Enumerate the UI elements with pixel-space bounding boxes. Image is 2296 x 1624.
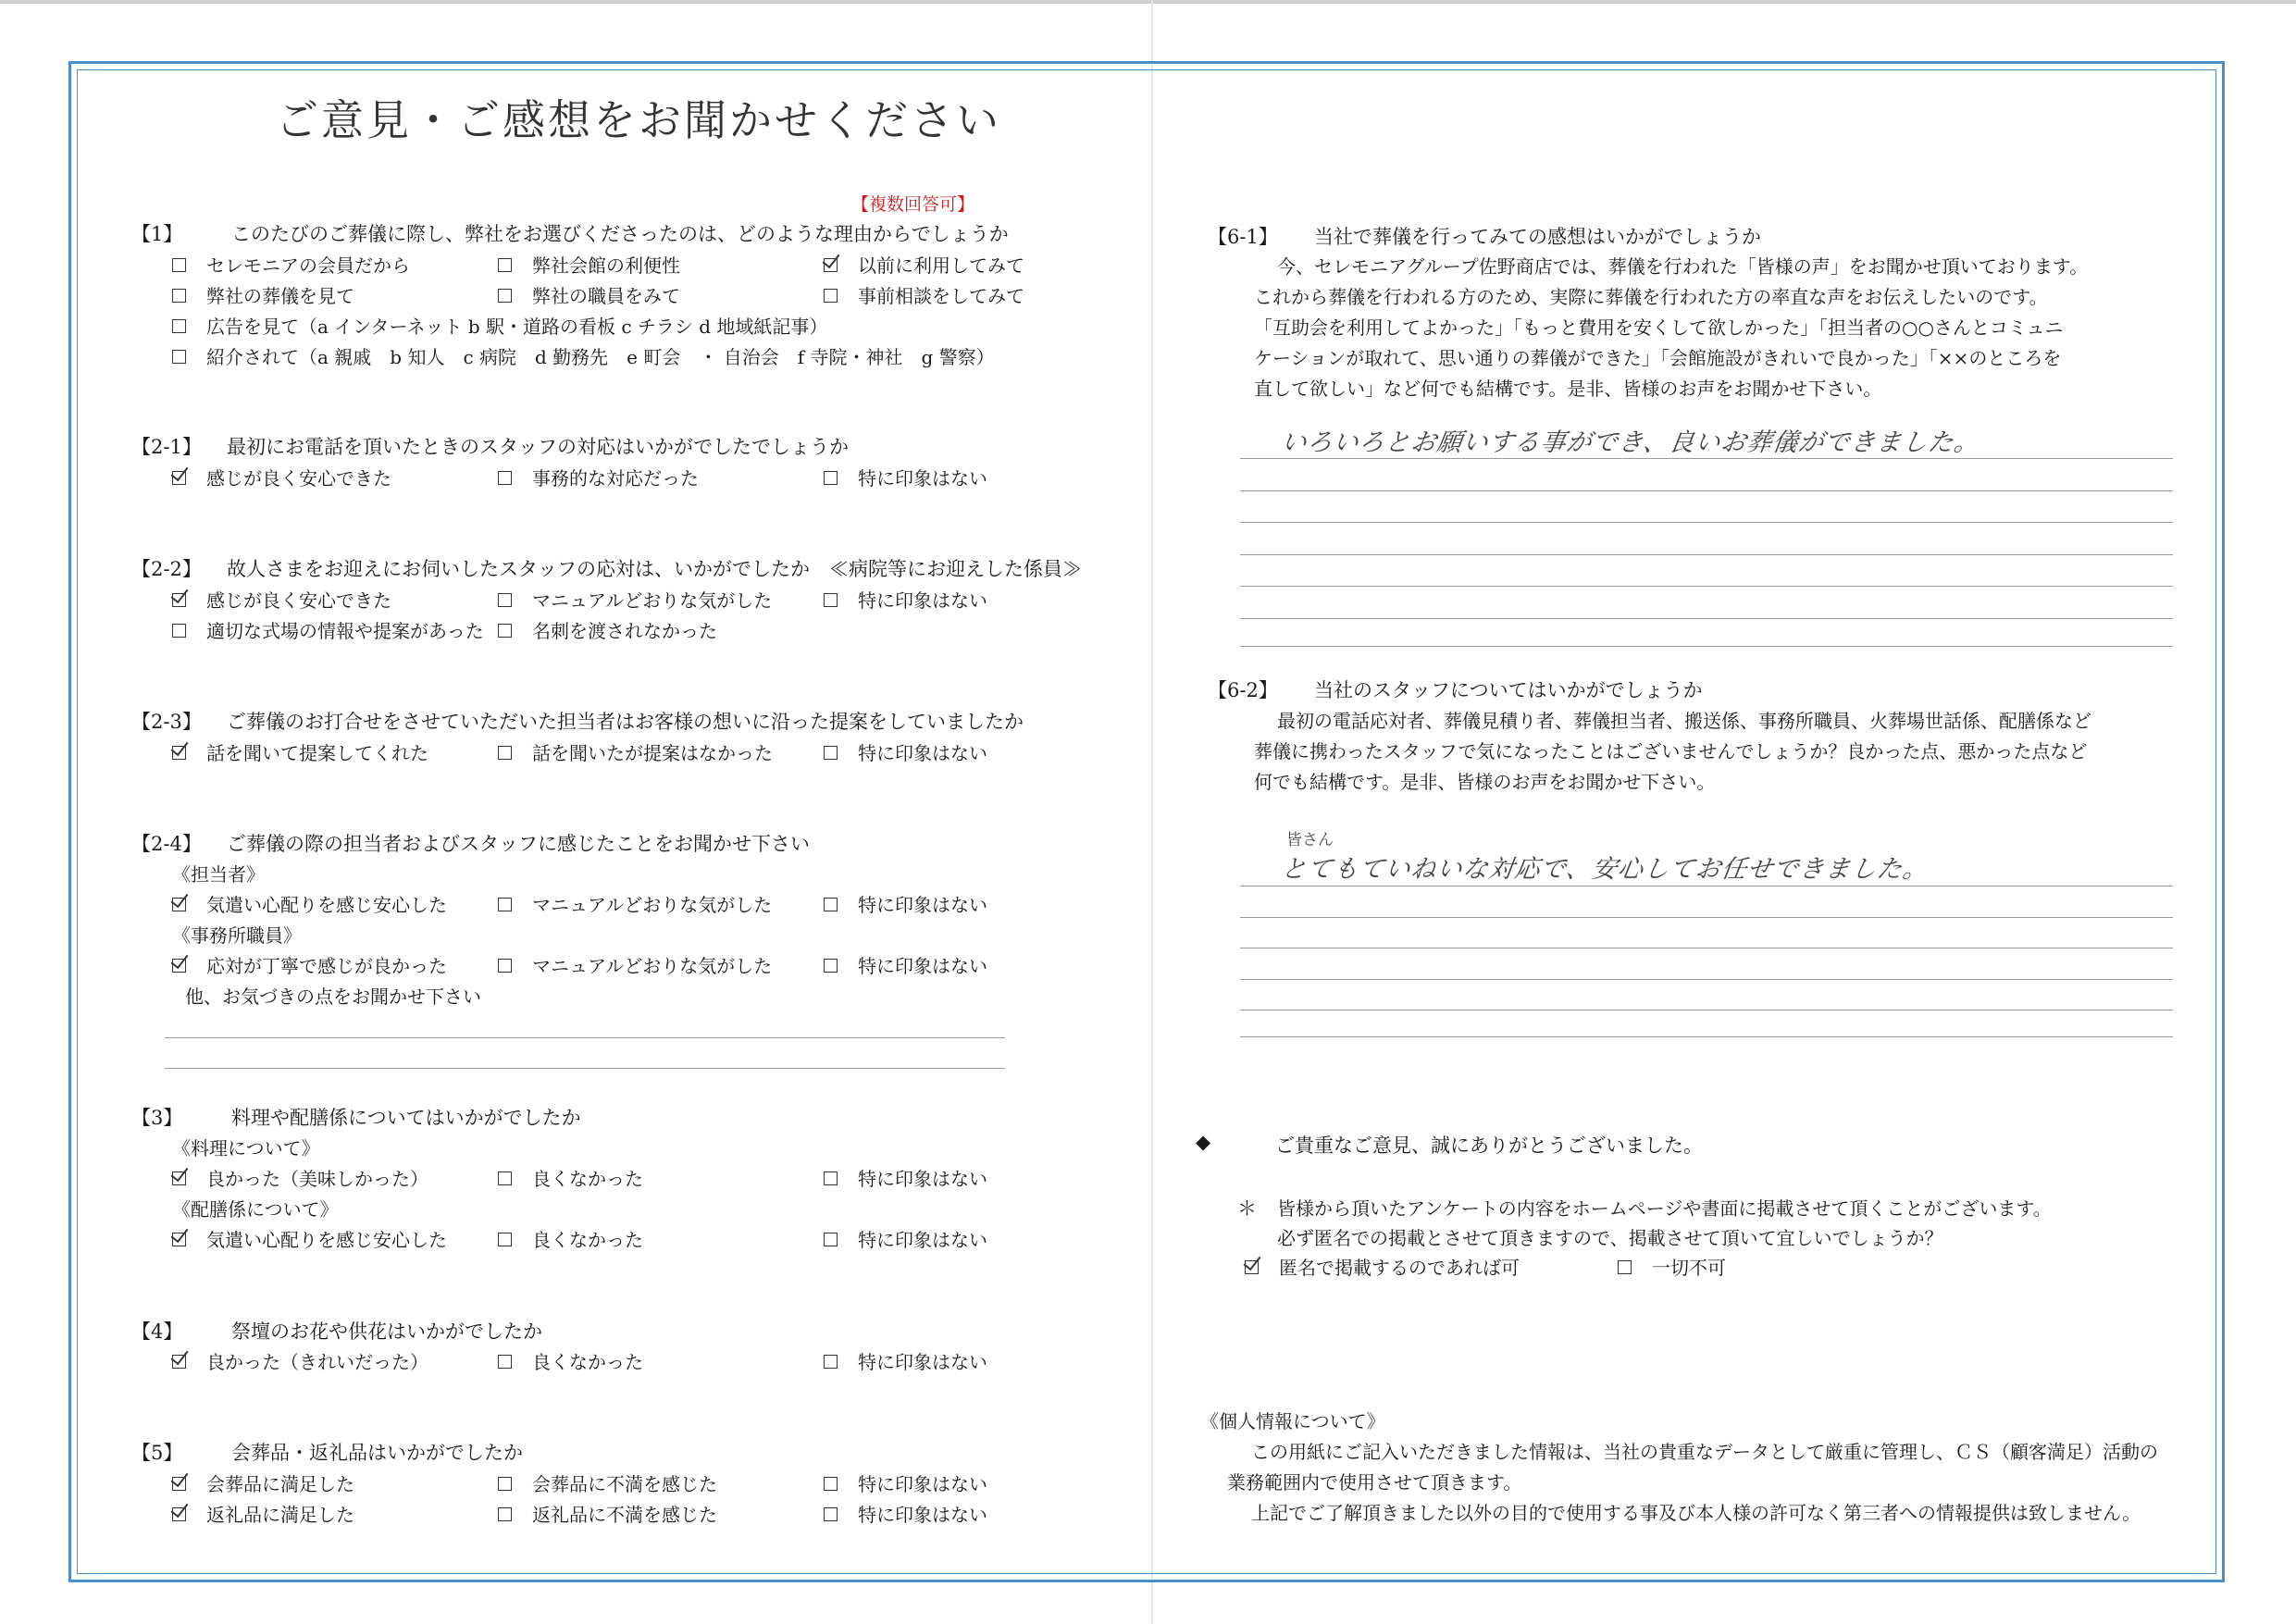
option-label: 特に印象はない: [858, 1229, 987, 1251]
q6-1-question: 当社で葬儀を行ってみての感想はいかがでしょうか: [1314, 226, 1761, 248]
publish-option-anonymous-ok[interactable]: [1245, 1253, 1520, 1280]
q6-1-description-line: これから葬儀を行われる方のため、実際に葬儀を行われた方の率直な声をお伝えしたいのです。: [1254, 286, 2048, 308]
option-label: 良かった（美味しかった）: [206, 1168, 428, 1190]
q2-1-option-3[interactable]: [824, 464, 987, 490]
q6-1-answer-line[interactable]: [1240, 554, 2173, 555]
q2-1-question: 最初にお電話を頂いたときのスタッフの対応はいかがでしたでしょうか: [227, 436, 849, 458]
q2-4-question: ご葬儀の際の担当者およびスタッフに感じたことをお聞かせ下さい: [227, 833, 810, 855]
checkbox[interactable]: [498, 898, 512, 911]
option-label: 良くなかった: [532, 1351, 643, 1373]
q3-question: 料理や配膳係についてはいかがでしたか: [231, 1107, 581, 1129]
multiple-answers-note: 【複数回答可】: [851, 194, 975, 215]
option-label: 気遣い心配りを感じ安心した: [206, 1229, 447, 1251]
q6-1-answer-line[interactable]: [1240, 458, 2173, 459]
q2-2-option-3[interactable]: [824, 586, 987, 613]
q1-option-hall-convenience[interactable]: [498, 251, 680, 278]
q6-1-answer-line[interactable]: [1240, 618, 2173, 619]
checkbox[interactable]: [824, 289, 838, 303]
q2-2-option-5[interactable]: [498, 616, 717, 643]
q5-question: 会葬品・返礼品はいかがでしたか: [231, 1442, 523, 1464]
option-label: 事前相談をしてみて: [858, 285, 1024, 307]
checkbox-checked[interactable]: [172, 1477, 186, 1491]
q2-4-sub-office: 《事務所職員》: [172, 924, 302, 947]
q2-4-staff-option-3[interactable]: [824, 890, 987, 917]
q2-3-option-3[interactable]: [824, 738, 987, 765]
option-label: 匿名で掲載するのであれば可: [1279, 1257, 1520, 1279]
checkbox[interactable]: [824, 1355, 838, 1369]
option-label: 特に印象はない: [858, 589, 987, 612]
option-label: 話を聞いて提案してくれた: [206, 742, 428, 764]
q6-2-question: 当社のスタッフについてはいかがでしょうか: [1314, 679, 1703, 701]
privacy-heading: 《個人情報について》: [1200, 1410, 1385, 1432]
q6-2-answer-line[interactable]: [1240, 979, 2173, 980]
q5-option-2[interactable]: [498, 1469, 717, 1496]
option-label: 特に印象はない: [858, 1473, 987, 1495]
q5-option-3[interactable]: [824, 1469, 987, 1496]
option-label: マニュアルどおりな気がした: [532, 589, 773, 612]
checkbox[interactable]: [824, 1172, 838, 1185]
q2-3-question: ご葬儀のお打合せをさせていただいた担当者はお客様の想いに沿った提案をしていましたか: [227, 711, 1024, 733]
q6-2-description-line: 最初の電話応対者、葬儀見積り者、葬儀担当者、搬送係、事務所職員、火葬場世話係、配膳係など: [1277, 710, 2091, 732]
checkbox[interactable]: [498, 1477, 512, 1491]
q2-2-option-4[interactable]: [172, 616, 484, 643]
q6-2-handwritten-answer: とてもていねいな対応で、安心してお任せできました。: [1279, 855, 1931, 884]
option-label: 弊社の職員をみて: [532, 285, 680, 307]
publish-option-not-allowed[interactable]: [1618, 1253, 1726, 1280]
checkbox[interactable]: [498, 593, 512, 607]
checkbox[interactable]: [172, 258, 186, 272]
q6-2-answer-line[interactable]: [1240, 1036, 2173, 1037]
asterisk-icon: ＊: [1237, 1197, 1257, 1220]
q5-label: 【5】: [131, 1442, 183, 1464]
option-label: 一切不可: [1652, 1257, 1726, 1279]
option-label: 話を聞いたが提案はなかった: [532, 742, 773, 764]
checkbox[interactable]: [498, 624, 512, 638]
q2-1-label: 【2-1】: [131, 436, 202, 458]
checkbox[interactable]: [498, 746, 512, 760]
checkbox[interactable]: [498, 1355, 512, 1369]
option-label: 気遣い心配りを感じ安心した: [206, 894, 447, 916]
checkbox[interactable]: [824, 746, 838, 760]
q2-3-option-1[interactable]: [172, 738, 428, 765]
checkbox-checked[interactable]: [172, 1233, 186, 1246]
checkbox[interactable]: [824, 1233, 838, 1246]
checkbox[interactable]: [172, 624, 186, 638]
checkbox[interactable]: [824, 1477, 838, 1491]
q6-1-answer-line[interactable]: [1240, 490, 2173, 491]
option-label: 感じが良く安心できた: [206, 589, 391, 612]
checkbox[interactable]: [1618, 1260, 1632, 1274]
publish-notice-line-2: 必ず匿名での掲載とさせて頂きますので、掲載させて頂いて宜しいでしょうか？: [1277, 1227, 1943, 1249]
q1-option-saw-funeral[interactable]: [172, 281, 354, 308]
checkbox[interactable]: [498, 258, 512, 272]
scan-top-edge: [0, 0, 2296, 4]
q6-1-handwritten-answer: いろいろとお願いする事ができ、良いお葬儀ができました。: [1279, 428, 1982, 457]
checkbox[interactable]: [824, 593, 838, 607]
q5-option-6[interactable]: [824, 1500, 987, 1527]
checkbox[interactable]: [498, 471, 512, 485]
q6-2-answer-line[interactable]: [1240, 917, 2173, 918]
q3-food-option-2[interactable]: [498, 1164, 643, 1191]
thanks-message: ご貴重なご意見、誠にありがとうございました。: [1275, 1134, 1703, 1157]
q3-sub-serving: 《配膳係について》: [172, 1198, 339, 1221]
q6-1-label: 【6-1】: [1208, 226, 1278, 248]
q6-1-description-line: 「互助会を利用してよかった」「もっと費用を安くして欲しかった」「担当者の○○さんとコミュニ: [1254, 316, 2064, 339]
q3-serving-option-1[interactable]: [172, 1225, 447, 1252]
checkbox[interactable]: [498, 1507, 512, 1521]
option-label: 返礼品に不満を感じた: [532, 1504, 717, 1526]
checkbox[interactable]: [824, 898, 838, 911]
privacy-line-3: 上記でご了解頂きました以外の目的で使用する事及び本人様の許可なく第三者への情報提供は致しません。: [1251, 1502, 2141, 1524]
q6-1-answer-line[interactable]: [1240, 586, 2173, 587]
q2-4-label: 【2-4】: [131, 833, 202, 855]
checkbox-checked[interactable]: [172, 1355, 186, 1369]
q6-1-description-line: 直して欲しい」など何でも結構です。是非、皆様のお声をお聞かせ下さい。: [1254, 378, 1882, 400]
checkbox-checked[interactable]: [172, 746, 186, 760]
checkbox[interactable]: [824, 959, 838, 973]
q2-2-label: 【2-2】: [131, 558, 202, 580]
checkbox[interactable]: [498, 959, 512, 973]
q2-1-option-1[interactable]: [172, 464, 391, 490]
option-label: セレモニアの会員だから: [206, 254, 410, 277]
q3-label: 【3】: [131, 1107, 183, 1129]
checkbox-checked[interactable]: [172, 471, 186, 485]
q3-sub-food: 《料理について》: [172, 1137, 320, 1159]
q2-4-office-option-2[interactable]: [498, 951, 772, 978]
option-label: 名刺を渡されなかった: [532, 620, 717, 642]
option-label: 特に印象はない: [858, 1351, 987, 1373]
q2-2-question: 故人さまをお迎えにお伺いしたスタッフの応対は、いかがでしたか ≪病院等にお迎えした係員≫: [227, 558, 1082, 580]
option-label: 事務的な対応だった: [532, 467, 699, 490]
q6-1-description-line: ケーションが取れて、思い通りの葬儀ができた」「会館施設がきれいで良かった」「××のところを: [1254, 347, 2062, 369]
checkbox-checked[interactable]: [172, 1172, 186, 1185]
q1-option-saw-staff[interactable]: [498, 281, 680, 308]
checkbox-checked[interactable]: [172, 898, 186, 911]
option-label: 広告を見て（a インターネット b 駅・道路の看板 c チラシ d 地域紙記事）: [206, 316, 828, 338]
q6-2-description-line: 葬儀に携わったスタッフで気になったことはございませんでしょうか？良かった点、悪かった点など: [1254, 740, 2088, 762]
q3-serving-option-3[interactable]: [824, 1225, 987, 1252]
q6-1-answer-line[interactable]: [1240, 646, 2173, 647]
publish-notice-line-1: 皆様から頂いたアンケートの内容をホームページや書面に掲載させて頂くことがございます。: [1277, 1197, 2052, 1220]
q6-1-answer-line[interactable]: [1240, 522, 2173, 523]
option-label: 良くなかった: [532, 1229, 643, 1251]
q6-1-description-line: 今、セレモニアグループ佐野商店では、葬儀を行われた「皆様の声」をお聞かせ頂いております。: [1277, 255, 2089, 278]
option-label: 良くなかった: [532, 1168, 643, 1190]
checkbox-checked[interactable]: [172, 593, 186, 607]
option-label: 特に印象はない: [858, 467, 987, 490]
option-label: 以前に利用してみて: [858, 254, 1024, 277]
q3-serving-option-2[interactable]: [498, 1225, 643, 1252]
option-label: マニュアルどおりな気がした: [532, 955, 773, 977]
option-label: 良かった（きれいだった）: [206, 1351, 428, 1373]
q3-food-option-1[interactable]: [172, 1164, 428, 1191]
q2-4-sub-staff: 《担当者》: [172, 863, 265, 886]
q4-option-2[interactable]: [498, 1347, 643, 1374]
option-label: 適切な式場の情報や提案があった: [206, 620, 484, 642]
q2-2-option-1[interactable]: [172, 586, 391, 613]
diamond-icon: ◆: [1196, 1131, 1211, 1153]
option-label: 特に印象はない: [858, 1168, 987, 1190]
option-label: 紹介されて（a 親戚 b 知人 c 病院 d 勤務先 e 町会 ・ 自治会 f 寺院・神社 g 警察）: [206, 346, 995, 368]
q2-4-office-option-1[interactable]: [172, 951, 447, 978]
q6-2-label: 【6-2】: [1208, 679, 1278, 701]
q2-4-staff-option-1[interactable]: [172, 890, 447, 917]
checkbox[interactable]: [824, 471, 838, 485]
checkbox-checked[interactable]: [172, 1507, 186, 1521]
q2-2-option-2[interactable]: [498, 586, 772, 613]
q4-option-1[interactable]: [172, 1347, 428, 1374]
checkbox[interactable]: [498, 1172, 512, 1185]
q2-4-other-comments-label: 他、お気づきの点をお聞かせ下さい: [185, 986, 481, 1008]
q1-option-consultation[interactable]: [824, 281, 1024, 308]
q4-label: 【4】: [131, 1320, 183, 1343]
q1-option-used-before[interactable]: [824, 251, 1024, 278]
q2-3-option-2[interactable]: [498, 738, 773, 765]
option-label: 弊社の葬儀を見て: [206, 285, 354, 307]
privacy-line-1: この用紙にご記入いただきました情報は、当社の貴重なデータとして厳重に管理し、ＣＳ（顧客満足）活動の: [1251, 1441, 2158, 1463]
privacy-line-2: 業務範囲内で使用させて頂きます。: [1227, 1471, 1522, 1494]
q6-2-description-line: 何でも結構です。是非、皆様のお声をお聞かせ下さい。: [1254, 771, 1716, 793]
q1-option-referral[interactable]: [172, 342, 995, 369]
q1-label: 【1】: [131, 223, 183, 245]
option-label: 特に印象はない: [858, 894, 987, 916]
q2-4-office-option-3[interactable]: [824, 951, 987, 978]
q3-food-option-3[interactable]: [824, 1164, 987, 1191]
option-label: 応対が丁寧で感じが良かった: [206, 955, 447, 977]
option-label: 弊社会館の利便性: [532, 254, 680, 277]
checkbox-checked[interactable]: [824, 258, 838, 272]
option-label: 特に印象はない: [858, 955, 987, 977]
q1-option-member[interactable]: [172, 251, 410, 278]
q2-4-staff-option-2[interactable]: [498, 890, 772, 917]
q5-option-1[interactable]: [172, 1469, 354, 1496]
q5-option-4[interactable]: [172, 1500, 354, 1527]
q6-2-handwritten-note: 皆さん: [1286, 831, 1334, 849]
option-label: 会葬品に満足した: [206, 1473, 354, 1495]
option-label: 特に印象はない: [858, 1504, 987, 1526]
option-label: 特に印象はない: [858, 742, 987, 764]
checkbox[interactable]: [172, 350, 186, 364]
checkbox-checked[interactable]: [1245, 1260, 1259, 1274]
option-label: 返礼品に満足した: [206, 1504, 354, 1526]
checkbox[interactable]: [498, 289, 512, 303]
checkbox[interactable]: [172, 319, 186, 333]
checkbox[interactable]: [498, 1233, 512, 1246]
q2-3-label: 【2-3】: [131, 711, 202, 733]
q4-question: 祭壇のお花や供花はいかがでしたか: [231, 1320, 542, 1343]
q2-1-option-2[interactable]: [498, 464, 699, 490]
checkbox[interactable]: [824, 1507, 838, 1521]
page-title: ご意見・ご感想をお聞かせください: [276, 95, 1001, 145]
q2-4-answer-line[interactable]: [165, 1068, 1005, 1069]
option-label: マニュアルどおりな気がした: [532, 894, 773, 916]
checkbox-checked[interactable]: [172, 959, 186, 973]
q4-option-3[interactable]: [824, 1347, 987, 1374]
q1-option-advertisement[interactable]: [172, 312, 827, 339]
option-label: 感じが良く安心できた: [206, 467, 391, 490]
q5-option-5[interactable]: [498, 1500, 717, 1527]
option-label: 会葬品に不満を感じた: [532, 1473, 717, 1495]
checkbox[interactable]: [172, 289, 186, 303]
q1-question: このたびのご葬儀に際し、弊社をお選びくださったのは、どのような理由からでしょうか: [231, 223, 1009, 245]
q2-4-answer-line[interactable]: [165, 1037, 1005, 1038]
